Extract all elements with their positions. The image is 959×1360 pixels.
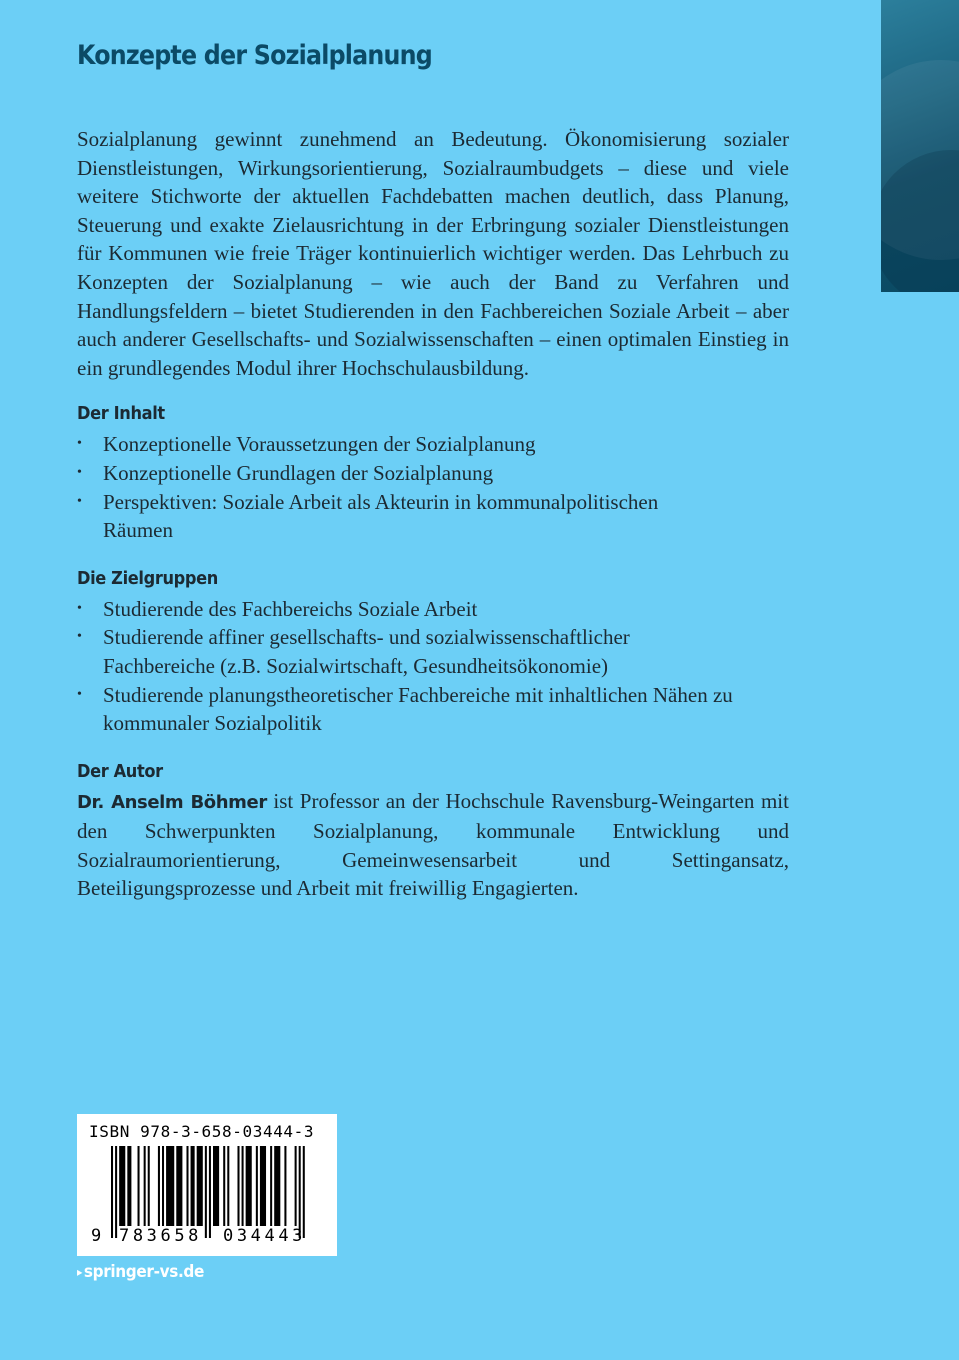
list-item-text: Konzeptionelle Voraussetzungen der Sozialplanung: [103, 432, 536, 457]
barcode-digits-right: 034443: [223, 1226, 307, 1246]
barcode-bar: [295, 1146, 297, 1226]
heading-autor: Der Autor: [77, 760, 163, 782]
list-item-text: Studierende planungstheoretischer Fachbereiche mit inhaltlichen Nähen zu kommunaler Sozialpolitik: [103, 682, 733, 736]
author-name: Dr. Anselm Böhmer: [77, 791, 267, 813]
list-item-text: Studierende affiner gesellschafts- und sozialwissenschaftlicher Fachbereiche (z.B. Sozialwirtschaft, Gesundheitsökonomie): [103, 625, 630, 678]
barcode-digit-first: 9: [91, 1226, 102, 1246]
book-title: Konzepte der Sozialplanung: [77, 40, 432, 71]
barcode-bar: [197, 1146, 203, 1226]
barcode-bar: [162, 1146, 164, 1226]
barcode-bar: [237, 1146, 239, 1226]
heading-inhalt: Der Inhalt: [77, 403, 165, 425]
barcode-bar: [205, 1146, 207, 1238]
barcode-bar: [303, 1146, 305, 1238]
barcode-bar: [176, 1146, 182, 1226]
barcode-bar: [299, 1146, 301, 1238]
bullet-icon: •: [77, 629, 82, 645]
list-item-text: Konzeptionelle Grundlagen der Sozialplanung: [103, 460, 494, 485]
bullet-icon: •: [77, 436, 82, 452]
barcode-digits-left: 783658: [119, 1226, 203, 1246]
decorative-accent-bar: [881, 0, 959, 292]
bullet-icon: •: [77, 686, 82, 702]
barcode-bar: [242, 1146, 244, 1226]
publisher-website[interactable]: [77, 1262, 204, 1282]
barcode-bar: [246, 1146, 252, 1226]
barcode-bar: [213, 1146, 219, 1226]
list-item-text: Perspektiven: Soziale Arbeit als Akteurin in kommunalpolitischen Räumen: [103, 489, 659, 543]
list-item: [77, 681, 789, 738]
bullet-icon: •: [77, 464, 82, 480]
bullet-icon: •: [77, 600, 82, 616]
bullet-icon: •: [77, 493, 82, 509]
barcode-bar: [138, 1146, 140, 1226]
barcode-bar: [144, 1146, 146, 1226]
list-item-text: Studierende des Fachbereichs Soziale Arbeit: [103, 596, 478, 621]
barcode-bar: [186, 1146, 188, 1226]
barcode-bar: [274, 1146, 280, 1226]
isbn-label: ISBN 978-3-658-03444-3: [89, 1122, 315, 1141]
zielgruppen-list: [77, 595, 789, 738]
author-paragraph: [77, 787, 789, 903]
barcode-bar: [166, 1146, 174, 1226]
back-cover-content: [77, 125, 789, 903]
barcode-bar: [111, 1146, 113, 1238]
barcode-bar: [148, 1146, 150, 1226]
barcode-bar: [223, 1146, 225, 1226]
barcode-bar: [127, 1146, 131, 1226]
list-item: [77, 488, 789, 545]
list-item: [77, 623, 789, 680]
list-item: [77, 430, 789, 459]
list-item: [77, 459, 789, 488]
website-text: springer-vs.de: [83, 1262, 205, 1282]
barcode-bar: [256, 1146, 258, 1226]
barcode-bar: [115, 1146, 117, 1238]
isbn-barcode: [77, 1114, 337, 1256]
blurb-paragraph: Sozialplanung gewinnt zunehmend an Bedeutung. Ökonomisierung sozialer Dienstleistungen, Wirkungsorientierung, Sozialraumbudgets – diese und viele weitere Stichworte der aktuellen Fachdebatten machen deutlich, dass Planung, Steuerung und exakte Zielausrichtung in der Erbringung sozialer Dienstleistungen für Kommunen wie freie Träger kontinuierlich wichtiger werden. Das Lehrbuch zu Konzepten der Sozialplanung – wie auch der Band zu Verfahren und Handlungsfeldern – bietet Studierenden in den Fachbereichen Soziale Arbeit – aber auch anderer Gesellschafts- und Sozialwissenschaften – einen optimalen Einstieg in ein grundlegendes Modul ihrer Hochschulausbildung.: [77, 127, 789, 380]
barcode-digits: [77, 1226, 337, 1250]
inhalt-list: [77, 430, 789, 544]
barcode-bar: [284, 1146, 286, 1226]
barcode-bar: [191, 1146, 195, 1226]
barcode-bar: [270, 1146, 272, 1226]
barcode-bar: [158, 1146, 160, 1226]
list-item: [77, 595, 789, 624]
barcode-bar: [209, 1146, 211, 1238]
heading-zielgruppen: Die Zielgruppen: [77, 567, 218, 589]
barcode-bar: [227, 1146, 229, 1226]
barcode-bar: [119, 1146, 125, 1226]
author-bio: ist Professor an der Hochschule Ravensburg-Weingarten mit den Schwerpunkten Sozialplanung, kommunale Entwicklung und Sozialraumorientierung, Gemeinwesensarbeit und Settingansatz, Beteiligungsprozesse und Arbeit mit freiwillig Engagierten.: [77, 788, 789, 901]
arrow-icon: ▸: [77, 1265, 83, 1279]
barcode-bar: [260, 1146, 266, 1226]
